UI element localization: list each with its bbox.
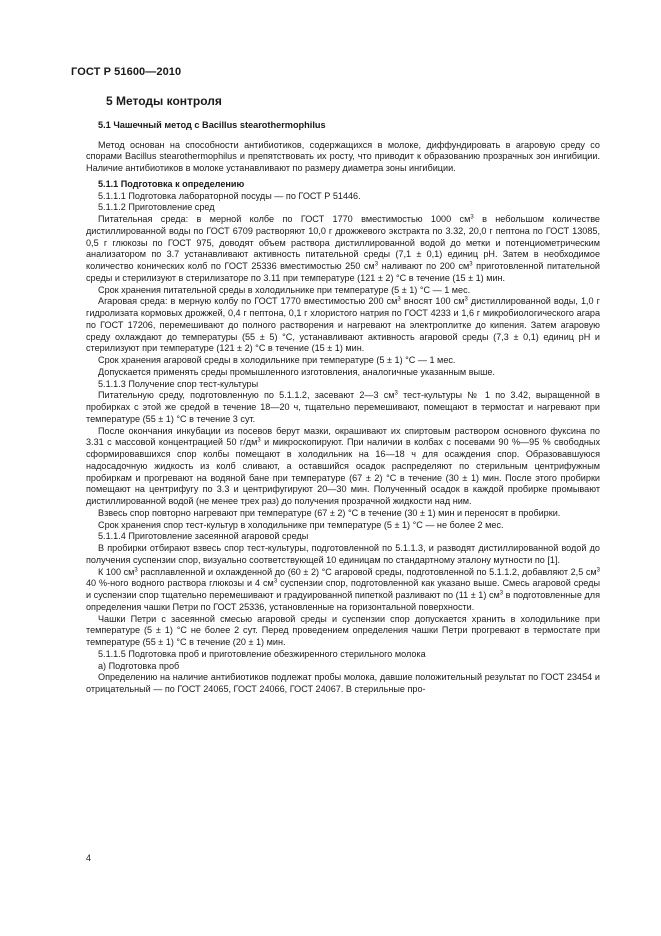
paragraph-nutrient-storage: Срок хранения питательной среды в холодильнике при температуре (5 ± 1) °C — 1 мес.	[98, 284, 471, 295]
paragraph-spores-storage: Срок хранения спор тест-культур в холодильнике при температуре (5 ± 1) °C — не более 2 мес.	[98, 519, 504, 530]
heading-preparation: 5.1.1 Подготовка к определению	[98, 178, 245, 189]
paragraph-samples-heading: 5.1.1.5 Подготовка проб и приготовление обезжиренного стерильного молока	[98, 648, 426, 659]
paragraph-incubation: После окончания инкубации из посевов берут мазки, окрашивают их спиртовым раствором основного фуксина по 3.31 с массовой концентрацией 50 $г/дм^3$ и микроскопируют. При наличии в колбах с посевами 90 %—95 % свободных сформировавшихся спор колбы помещают в холодильник на 16—18 ч для осаждения спор. Образовавшуюся надосадочную жидкость из колб сливают, а оставшийся осадок распределяют по стерильным центрифужным пробиркам и прогревают на водяной бане при температуре (67 ± 2) °C в течение (30 ± 1) мин. После этого пробирки помещают на центрифугу по 3.3 и центрифугируют 20—30 мин. Полученный осадок в каждой пробирке промывают дистиллированной водой (не менее трех раз) до получения прозрачной жидкости над ним.	[86, 425, 600, 506]
paragraph-nutrient-medium: Питательная среда: в мерной колбе по ГОСТ 1770 вместимостью 1000 $см^3$ в небольшом количестве дистиллированной воды по ГОСТ 6709 растворяют 10,0 г дрожжевого экстракта по 3.32, 20,0 г пептона по ГОСТ 13085, 0,5 г глюкозы по ГОСТ 975, доводят объем раствора дистиллированной водой до метки и потенциометрическим анализатором по 3.7 устанавливают активность питательной среды (7,1 ± 0,1) единиц pH. Затем в необходимое количество конических колб по ГОСТ 25336 вместимостью 250 $см^3$ наливают по 200 $см^3$ приготовленной питательной среды и стерилизуют в стерилизаторе по 3.11 при температуре (121 ± 2) °C в течение (15 ± 1) мин.	[86, 214, 600, 283]
subsection-title: 5.1 Чашечный метод с Bacillus stearothermophilus	[98, 119, 326, 130]
paragraph-samples: Определению на наличие антибиотиков подлежат пробы молока, давшие положительный результат по ГОСТ 23454 и отрицательный — по ГОСТ 24065, ГОСТ 24066, ГОСТ 24067. В стерильные про-	[86, 672, 600, 694]
paragraph-glassware: 5.1.1.1 Подготовка лабораторной посуды — по ГОСТ Р 51446.	[98, 190, 361, 201]
standard-header: ГОСТ Р 51600—2010	[71, 66, 182, 78]
paragraph-reheating: Взвесь спор повторно нагревают при температуре (67 ± 2) °C в течение (30 ± 1) мин и переносят в пробирки.	[98, 507, 561, 518]
paragraph-seeded-agar-heading: 5.1.1.4 Приготовление засеянной агаровой среды	[98, 531, 309, 542]
paragraph-mixing: К 100 $см^3$ расплавленной и охлажденной до (60 ± 2) °C агаровой среды, подготовленной по 5.1.1.2, добавляют 2,5 $см^3$ 40 %-ного водного раствора глюкозы и 4 $см^3$ суспензии спор, подготовленной как указано выше. Смесь агаровой среды и суспензии спор тщательно перемешивают и градуированной пипеткой разливают по (11 ± 1) $см^3$ в подготовленные для определения чашки Петри по ГОСТ 25336, установленные на горизонтальной поверхности.	[86, 566, 601, 612]
paragraph-spores-heading: 5.1.1.3 Получение спор тест-культуры	[98, 378, 259, 389]
paragraph-method: Метод основан на способности антибиотиков, содержащихся в молоке, диффундировать в агаровую среду со спорами Bacillus stearothermophilus и препятствовать их росту, что приводит к образованию прозрачных зон ингибиции. Наличие антибиотиков в молоке устанавливают по размеру диаметра зоны ингибиции.	[86, 139, 600, 173]
section-title: 5 Методы контроля	[106, 94, 222, 108]
document-body	[86, 84, 600, 696]
paragraph-industrial-media: Допускается применять среды промышленного изготовления, аналогичные указанным выше.	[98, 366, 495, 377]
paragraph-agar-medium: Агаровая среда: в мерную колбу по ГОСТ 1770 вместимостью 200 $см^3$ вносят 100 $см^3$ дистиллированной воды, 1,0 г гидролизата кормовых дрожжей, 0,4 г пептона, 0,1 г хлористого натрия по ГОСТ 4233 и 1,6 г микробиологического агара по ГОСТ 17206, перемешивают до полного растворения и нагревают на электроплитке до кипения. Затем агаровую среду охлаждают до температуры (55 ± 5) °C, устанавливают активность агаровой среды (7,3 ± 0,1) единиц pH и стерилизуют при температуре (121 ± 2) °C в течение (15 ± 1) мин.	[86, 296, 600, 354]
paragraph-inoculation: Питательную среду, подготовленную по 5.1.1.2, засевают 2—3 $см^3$ тест-культуры № 1 по 3.42, выращенной в пробирках с этой же средой в течение 18—20 ч, тщательно перемешивают, помещают в термостат и нагревают при температуре (55 ± 1) °C в течение 3 сут.	[86, 390, 600, 424]
paragraph-agar-storage: Срок хранения агаровой среды в холодильнике при температуре (5 ± 1) °C — 1 мес.	[98, 355, 456, 365]
paragraph-samples-sub: а) Подготовка проб	[98, 660, 180, 671]
paragraph-petri-storage: Чашки Петри с засеянной смесью агаровой среды и суспензии спор допускается хранить в холодильнике при температуре (5 ± 1) °C не более 2 сут. Перед проведением определения чашки Петри прогревают в термостате при температуре (55 ± 1) °C в течение (20 ± 1) мин.	[86, 613, 600, 647]
page-number: 4	[86, 853, 92, 863]
paragraph-suspension: В пробирки отбирают взвесь спор тест-культуры, подготовленной по 5.1.1.3, и разводят дистиллированной водой до получения суспензии спор, визуально соответствующей 10 единицам по стандартному эталону мутности по [1].	[86, 543, 600, 565]
paragraph-media-heading: 5.1.1.2 Приготовление сред	[98, 202, 215, 213]
